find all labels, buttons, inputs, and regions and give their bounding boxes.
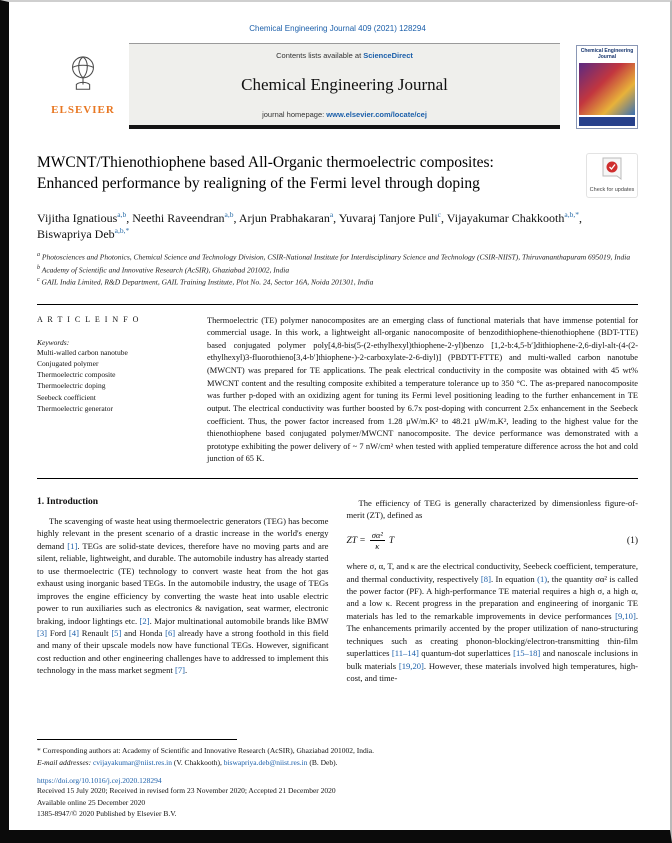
- left-column: [37, 497, 329, 685]
- teg-efficiency-paragraph: The efficiency of TEG is generally characterized by dimensionless figure-of-merit (ZT), defined as: [346, 497, 638, 521]
- running-head-citation[interactable]: Chemical Engineering Journal 409 (2021) 128294: [249, 24, 426, 33]
- available-online-line: Available online 25 December 2020: [37, 797, 146, 807]
- article-info-column: [37, 315, 185, 466]
- citation-link[interactable]: [8]: [480, 573, 491, 584]
- text-segment: . In equation: [490, 573, 538, 584]
- text-segment: , the quantity σα² is called the power factor (PF). A high-performance TE material requires a high σ, a high α, and a low κ. Recent progress in the preparation and engineering of inorganic TE materials has led to the remarkable improvements in device performances: [346, 573, 638, 621]
- email-addresses-line: [37, 757, 638, 769]
- received-dates-line: Received 15 July 2020; Received in revised form 23 November 2020; Accepted 21 December 2020: [37, 786, 336, 796]
- text-segment: Ford: [47, 628, 69, 639]
- email-link-deb[interactable]: biswapriya.deb@niist.res.in: [223, 757, 308, 767]
- after-equation-paragraph: [347, 560, 639, 685]
- keyword: Thermoelectric composite: [37, 370, 116, 380]
- journal-cover-thumbnail: [576, 45, 638, 129]
- affiliation: $^a$ Photosciences and Photonics, Chemical Science and Technology Division, CSIR-National Institute for Interdisciplinary Science and Technology (CSIR-NIIST), Thiruvananthapuram 695019, India: [37, 252, 631, 262]
- article-info-abstract-section: [37, 304, 638, 479]
- crossmark-icon: [601, 168, 623, 185]
- keyword: Thermoelectric generator: [37, 403, 113, 413]
- citation-link[interactable]: [5]: [111, 628, 122, 639]
- citation-link[interactable]: [9,10]: [615, 610, 636, 621]
- doi-link[interactable]: https://doi.org/10.1016/j.cej.2020.128294: [37, 776, 162, 786]
- author-affil-sup: a: [329, 210, 334, 220]
- section-1-heading: 1. Introduction: [37, 496, 99, 507]
- citation-link[interactable]: [4]: [68, 628, 79, 639]
- citation-link[interactable]: [15–18]: [513, 648, 541, 659]
- citation-link[interactable]: [19,20]: [398, 660, 424, 671]
- article-info-heading: A R T I C L E I N F O: [37, 314, 140, 324]
- journal-header-banner: [37, 43, 638, 129]
- paper-title-line2: Enhanced performance by realigning of the Fermi level through doping: [37, 174, 480, 192]
- text-segment: and Honda: [121, 628, 166, 639]
- paper-title: [37, 153, 542, 198]
- cover-image: [579, 63, 635, 115]
- author-affil-sup: a,b,*: [114, 226, 130, 236]
- doi-line: [37, 776, 638, 785]
- sciencedirect-link[interactable]: ScienceDirect: [363, 51, 413, 60]
- author-list: [37, 210, 637, 242]
- elsevier-logo: [37, 43, 129, 129]
- journal-homepage-link[interactable]: www.elsevier.com/locate/cej: [326, 110, 427, 119]
- text-segment: .: [184, 665, 188, 676]
- footnote-rule: [37, 739, 237, 740]
- cover-title: Chemical Engineering Journal: [580, 48, 634, 60]
- contents-line: [135, 51, 554, 60]
- body-columns: [37, 497, 638, 685]
- intro-paragraph: [37, 515, 329, 677]
- equation-fraction: [370, 530, 385, 552]
- issn-copyright-line: 1385-8947/© 2020 Published by Elsevier B.V.: [37, 809, 177, 819]
- journal-title: Chemical Engineering Journal: [241, 75, 448, 94]
- page-footer: [37, 739, 638, 820]
- affiliation: $^b$ Academy of Scientific and Innovative Research (AcSIR), Ghaziabad 201002, India: [37, 264, 290, 275]
- equation-numerator: σα²: [371, 529, 383, 540]
- equation-trailing: T: [388, 535, 395, 546]
- homepage-prefix: journal homepage:: [262, 110, 327, 119]
- text-segment: Renault: [78, 628, 112, 639]
- text-segment: quantum-dot superlattices: [418, 648, 514, 659]
- author: Vijitha Ignatious$^{a,b}$,: [37, 210, 133, 226]
- check-for-updates-badge[interactable]: [586, 153, 638, 198]
- keyword: Multi-walled carbon nanotube: [37, 347, 128, 357]
- text-segment: . TEGs are solid-state devices, therefore have no moving parts and are silent, reliable, lightweight, and durable. The automobile industry has already started to use thermoelectric (TE) technology to convert waste heat from the hot gas exhaust using inorganic based TEGs. In the automobile industry, the usage of TEGs improves the engine efficiency by converting the waste heat into usable electric power to run auxiliaries such as electronics & navigation, seat warmer, electronic braking, indoor lightings etc.: [37, 540, 329, 626]
- cover-footer-band: [579, 117, 635, 126]
- author-affil-sup: a,b: [224, 210, 234, 220]
- affiliation: $^c$ GAIL India Limited, R&D Department, GAIL Training Institute, Plot No. 24, Sector 16A, Noida 201301, India: [37, 277, 374, 287]
- citation-link[interactable]: [6]: [165, 628, 176, 639]
- paper-title-line1: MWCNT/Thienothiophene based All-Organic thermoelectric composites:: [37, 154, 494, 171]
- author-affil-sup: a,b: [117, 210, 127, 220]
- author: Biswapriya Deb$^{a,b,*}$: [37, 226, 130, 242]
- elsevier-wordmark: ELSEVIER: [51, 104, 115, 116]
- author-affil-sup: c: [437, 210, 441, 220]
- author-affil-sup: a,b,*: [564, 210, 579, 220]
- citation-link[interactable]: [7]: [174, 665, 185, 676]
- email-label: E-mail addresses:: [37, 757, 93, 767]
- equation-denominator: κ: [375, 541, 380, 552]
- equation-number: (1): [626, 535, 638, 546]
- text-segment: and nanoscale inclusions in bulk materials: [346, 648, 638, 671]
- email-link-chakkooth[interactable]: cvijayakumar@niist.res.in: [92, 757, 172, 767]
- keyword: Seebeck coefficient: [37, 392, 96, 402]
- banner-center-box: [129, 43, 560, 129]
- contents-line-prefix: Contents lists available at: [276, 51, 364, 60]
- text-segment: . The enhancements primarily accented by the proper utilization of nano-structuring techniques such as creating phonon-blocking/electron-transmitting thin-film superlattices: [346, 610, 638, 659]
- page-content: [9, 2, 670, 685]
- citation-link[interactable]: [11–14]: [391, 648, 419, 659]
- citation-link[interactable]: [2]: [139, 615, 150, 626]
- author: Yuvaraj Tanjore Puli$^c$,: [338, 210, 447, 226]
- author: Arjun Prabhakaran$^a$,: [238, 210, 339, 226]
- text-segment: where σ, α, T, and κ are the electrical conductivity, Seebeck coefficient, temperature, and thermal conductivity, respectively: [346, 561, 638, 584]
- text-segment: The scavenging of waste heat using thermoelectric generators (TEG) has become highly relevant in the present scenario of a drastic increase in the world's energy demand: [37, 515, 329, 551]
- email2-suffix: (B. Deb).: [307, 757, 338, 767]
- equation-lhs: ZT =: [346, 535, 366, 546]
- check-for-updates-label: Check for updates: [589, 187, 635, 193]
- keywords-label: Keywords:: [37, 337, 70, 347]
- citation-link[interactable]: [1]: [67, 540, 78, 551]
- right-column: [347, 497, 639, 685]
- citation-link[interactable]: [3]: [37, 628, 48, 639]
- journal-cover-block: [560, 43, 638, 129]
- elsevier-tree-icon: [64, 53, 102, 102]
- title-row: [37, 153, 638, 198]
- author: Vijayakumar Chakkooth$^{a,b,*}$,: [446, 210, 582, 226]
- text-segment: . Major multinational automobile brands like BMW: [149, 615, 329, 626]
- email1-suffix: (V. Chakkooth),: [171, 757, 224, 767]
- affiliations: [37, 251, 638, 289]
- abstract-text: Thermoelectric (TE) polymer nanocomposites are an emerging class of functional materials that have immense potential for commercial usage. In this work, a lightweight all-organic nanocomposite of benzodithiophene-thienothiophene (BDT-TTE) based conjugated polymer poly[4,8-bis(5-(2-ethylhexyl)thiophene-2-yl)benzo [1,2-b:4,5-b′]dithiophene-2,6-diyl-alt-(4-(2-ethylhexyl)3-fluorothieno[3,4-b′]thiophene-)-2-carboxylate-2-6-diyl)] (PBDTT-FTTE) and multi-walled carbon nanotube (MWCNT) was prepared for TE applications. The peak electrical conductivity in the composite was obtained with 45 wt% MWCNT content and the resulting composite exhibited a temperature tolerance up to 350 °C. The as-prepared nanocomposite was further p-doped with an oxidizing agent for tuning its Fermi level positioning leading to the further enhancement in TE output. The electrical conductivity was further boosted by 6.7x post-doping with concurrent 2.5x enhancement in the Seebeck coefficient. Thus, the power factor increased from 1.28 μW/m.K² to 48.21 μW/m.K², leading to the highest value for the thienothiophene based conjugated polymer/MWCNT nanocomposite. The device performance was demonstrated with a prototype exhibiting the power delivery of ~ 7 nW/cm² when tested with applied temperature difference across the hot and cold junction of 65 K.: [207, 315, 638, 464]
- text-segment: . However, these materials involved high temperatures, high-cost, and time-: [346, 660, 638, 684]
- citation-link[interactable]: (1): [537, 573, 548, 584]
- homepage-line: [135, 110, 554, 119]
- author: Neethi Raveendran$^{a,b}$,: [132, 210, 239, 226]
- keyword: Conjugated polymer: [37, 358, 99, 368]
- keyword: Thermoelectric doping: [37, 381, 106, 391]
- text-segment: already have a strong foothold in this field and many of their upscale models now have functional TEGs. However, significant cost reduction and other engineering challenges have to addressed to implement this technology in the mass market segment: [37, 628, 329, 676]
- equation-1: [347, 530, 639, 552]
- corresponding-authors-note: * Corresponding authors at: Academy of Scientific and Innovative Research (AcSIR), Ghaziabad 201002, India.: [37, 745, 374, 755]
